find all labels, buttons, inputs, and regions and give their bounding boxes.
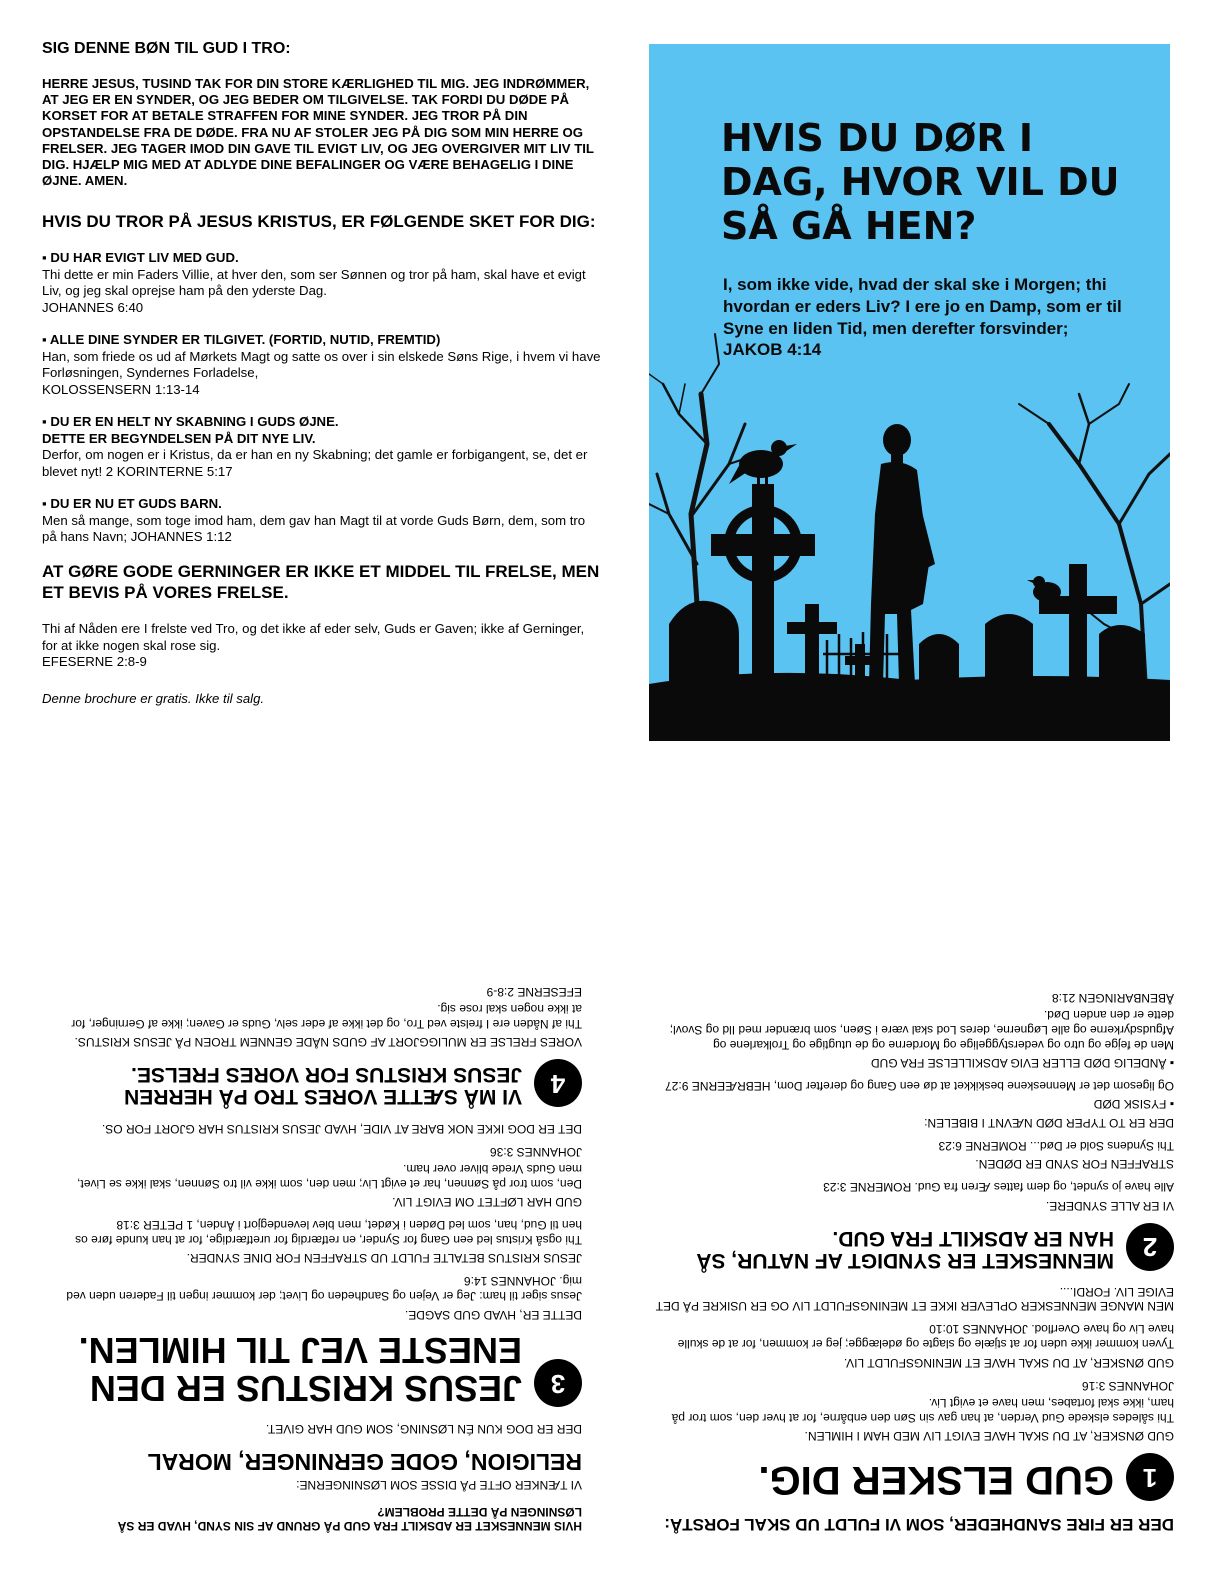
point-2-text: Og ligesom det er Menneskene beskikket at dø een Gang og derefter Dom, HEBRÆERNE 9:27 <box>665 1079 1174 1094</box>
works-verse <box>42 621 602 671</box>
point-1-subheading: GUD ØNSKER, AT DU SKAL HAVE EVIGT LIV MED HAM I HIMLEN. <box>804 1429 1174 1444</box>
point-2-title: MENNESKET ER SYNDIGT AF NATUR, SÅ HAN ER ADSKILT FRA GUD. <box>696 1226 1114 1272</box>
point-number-badge: 1 <box>1126 1453 1174 1501</box>
point-1-text: Tyven kommer ikke uden for at stjæle og slagte og ødelægge; jeg er kommen, for at de skulle have Liv og have Overflod. JOHANNES 10:10 <box>677 1322 1174 1352</box>
cover-panel <box>649 44 1170 741</box>
point-1-text: Thi således elskede Gud Verden, at han gav sin Søn den enbårne, for at hver den, som tror på ham, ikke skal fortabes, men have et evigt Liv. <box>671 1395 1174 1425</box>
cover-verse-text: I, som ikke vide, hvad der skal ske i Morgen; thi hvordan er eders Liv? I ere jo en Damp, som er til Syne en liden Tid, men derefter forsvinder; <box>723 275 1122 338</box>
point-1-title: GUD ELSKER DIG. <box>758 1458 1114 1503</box>
point-4-text: Thi af Nåden ere I frelste ved Tro, og det ikke af eder selv, Guds er Gaven; ikke af Gerninger, for at ikke nogen skal rose sig. <box>71 1001 582 1031</box>
prayer-title: SIG DENNE BØN TIL GUD I TRO: <box>42 40 291 57</box>
works-text: Thi af Nåden ere I frelste ved Tro, og det ikke af eder selv, Guds er Gaven; ikke af Gerninger, for at ikke nogen skal rose sig. <box>42 621 585 653</box>
fact-item <box>42 332 602 398</box>
point-number-badge: 3 <box>534 1359 582 1407</box>
cover-verse-reference: JAKOB 4:14 <box>723 340 822 360</box>
point-2-text: Men de fejge og utro og vederstyggelige og Morderne og de utugtige og Trolkarlene og Afgudsdyrkerne og alle Løgnerne, deres Lod skal være i Søen, som brænder med Ild og Svovl; dette er den anden Død. <box>669 1007 1174 1052</box>
fact-heading: ▪ DU HAR EVIGT LIV MED GUD. <box>42 250 239 266</box>
point-2-text: Alle have jo syndet, og dem fattes Æren fra Gud. ROMERNE 3:23 <box>823 1180 1174 1195</box>
fact-heading: ▪ ALLE DINE SYNDER ER TILGIVET. (FORTID, NUTID, FREMTID) <box>42 332 441 348</box>
point-3-text: Thi også Kristus led een Gang for Synder, en retfærdig for uretfærdige, for at han kunde føre os hen til Gud, han, som led Døden i Kødet, men blev levendegjort i Ånden, 1 PETER 3:18 <box>75 1217 582 1247</box>
one-solution: DER ER DOG KUN ÉN LØSNING, SOM GUD HAR GIVET. <box>265 1421 582 1436</box>
fact-text: Han, som friede os ud af Mørkets Magt og satte os over i sin elskede Søns Rige, i hvem vi have Forløsningen, Syndernes Forladelse, <box>42 348 601 381</box>
fact-item <box>42 414 602 480</box>
fact-heading: ▪ DU ER EN HELT NY SKABNING I GUDS ØJNE. <box>42 414 339 430</box>
point-3-text: Den, som tror på Sønnen, har et evigt Liv; men den, som ikke vil tro Sønnen, skal ikke se Livet, men Guds Vrede bliver over ham. <box>77 1161 582 1191</box>
fact-text: Men så mange, som toge imod ham, dem gav han Magt til at vorde Guds Børn, dem, som tro på hans Navn; JOHANNES 1:12 <box>42 512 586 545</box>
problem-question: HVIS MENNESKET ER ADSKILT FRA GUD PÅ GRUND AF SIN SYND, HVAD ER SÅ LØSNINGEN PÅ DETTE PROBLEM? <box>117 1504 582 1533</box>
point-4-title: VI MÅ SÆTTE VORES TRO PÅ HERREN JESUS KRISTUS FOR VORES FRELSE. <box>124 1063 522 1109</box>
point-2-subheading: VI ER ALLE SYNDERE. <box>1045 1198 1174 1213</box>
point-2-subheading: DER ER TO TYPER DØD NÆVNT I BIBELEN: <box>924 1115 1174 1130</box>
point-2-subheading: ▪ ÅNDELIG DØD ELLER EVIG ADSKILLELSE FRA GUD <box>870 1056 1174 1071</box>
point-3-subheading: DET ER DOG IKKE NOK BARE AT VIDE, HVAD JESUS KRISTUS HAR GJORT FOR OS. <box>101 1121 582 1136</box>
fact-reference: KOLOSSENSERN 1:13-14 <box>42 381 200 397</box>
point-3-subheading: DETTE ER, HVAD GUD SAGDE. <box>404 1307 582 1322</box>
point-3-title: JESUS KRISTUS ER DEN ENESTE VEJ TIL HIMLEN. <box>78 1330 522 1410</box>
cover-title: HVIS DU DØR I DAG, HVOR VIL DU SÅ GÅ HEN? <box>721 116 1120 249</box>
point-2-subheading: STRAFFEN FOR SYND ER DØDEN. <box>975 1157 1174 1172</box>
point-3-text: Jesus siger til ham: Jeg er Vejen og Sandheden og Livet; der kommer ingen til Faderen uden ved mig. JOHANNES 14:6 <box>66 1274 582 1304</box>
point-2 <box>654 1223 1174 1271</box>
fact-subheading: DETTE ER BEGYNDELSEN PÅ DIT NYE LIV. <box>42 430 316 446</box>
point-3-subheading: JESUS KRISTUS BETALTE FULDT UD STRAFFEN FOR DINE SYNDER. <box>186 1251 582 1266</box>
point-2-text: Thi Syndens Sold er Død... ROMERNE 6:23 <box>938 1138 1174 1153</box>
point-1 <box>654 1453 1174 1501</box>
point-3 <box>62 1332 582 1408</box>
point-4-reference: EFESERNE 2:8-9 <box>486 984 582 999</box>
free-note: Denne brochure er gratis. Ikke til salg. <box>42 690 265 706</box>
cover-verse <box>723 274 1123 361</box>
works-reference: EFESERNE 2:8-9 <box>42 654 147 670</box>
point-number-badge: 2 <box>1126 1223 1174 1271</box>
prayer-panel <box>42 40 602 706</box>
fact-item <box>42 250 602 316</box>
steps-1-2-panel <box>654 843 1174 1533</box>
point-1-reference: JOHANNES 3:16 <box>1081 1378 1174 1393</box>
point-3-subheading: GUD HAR LØFTET OM EVIGT LIV. <box>392 1194 582 1209</box>
point-2-reference: ÅBENBARINGEN 21:8 <box>1051 990 1174 1005</box>
fact-reference: JOHANNES 6:40 <box>42 299 144 315</box>
facts-title: HVIS DU TROR PÅ JESUS KRISTUS, ER FØLGENDE SKET FOR DIG: <box>42 211 596 231</box>
truths-intro: DER ER FIRE SANDHEDER, SOM VI FULDT UD SKAL FORSTÅ: <box>664 1515 1174 1534</box>
point-number-badge: 4 <box>534 1059 582 1107</box>
fact-heading: ▪ DU ER NU ET GUDS BARN. <box>42 496 222 512</box>
point-4 <box>62 1059 582 1107</box>
point-4-subheading: VORES FRELSE ER MULIGGJORT AF GUDS NÅDE GENNEM TROEN PÅ JESUS KRISTUS. <box>74 1035 582 1050</box>
fact-item <box>42 496 602 546</box>
prayer-text: HERRE JESUS, TUSIND TAK FOR DIN STORE KÆRLIGHED TIL MIG. JEG INDRØMMER, AT JEG ER EN SYNDER, OG JEG BEDER OM TILGIVELSE. TAK FORDI DU DØDE PÅ KORSET FOR AT BETALE STRAFFEN FOR MINE SYNDER. JEG TROR PÅ DIN OPSTANDELSE FRA DE DØDE. FRA NU AF STOLER JEG PÅ DIG SOM MIN HERRE OG FRELSER. JEG TAGER IMOD DIN GAVE TIL EVIGT LIV, OG JEG OVERGIVER MIT LIV TIL DIG. HJÆLP MIG MED AT ADLYDE DINE BEFALINGER OG VÆRE BEHAGELIG I DINE ØJNE. AMEN. <box>42 76 594 189</box>
works-title: AT GØRE GODE GERNINGER ER IKKE ET MIDDEL TIL FRELSE, MEN ET BEVIS PÅ VORES FRELSE. <box>42 561 600 602</box>
solutions-list: RELIGION, GODE GERNINGER, MORAL <box>147 1448 582 1475</box>
raven-left <box>729 440 797 486</box>
raven-right <box>1027 576 1061 602</box>
point-1-subheading: GUD ØNSKER, AT DU SKAL HAVE ET MENINGSFULDT LIV. <box>843 1355 1174 1370</box>
point-3-reference: JOHANNES 3:36 <box>489 1144 582 1159</box>
solutions-intro: VI TÆNKER OFTE PÅ DISSE SOM LØSNINGERNE: <box>296 1478 582 1493</box>
point-1-subheading: MEN MANGE MENNESKER OPLEVER IKKE ET MENINGSFULDT LIV OG ER USIKRE PÅ DET EVIGE LIV. FORDI.... <box>655 1284 1174 1314</box>
fact-text: Thi dette er min Faders Villie, at hver den, som ser Sønnen og tror på ham, skal have et evigt Liv, og jeg skal oprejse ham på den yderste Dag. <box>42 266 586 299</box>
point-2-subheading: ▪ FYSISK DØD <box>1093 1097 1174 1112</box>
fact-text: Derfor, om nogen er i Kristus, da er han en ny Skabning; det gamle er forbigangent, se, det er blevet nyt! 2 KORINTERNE 5:17 <box>42 447 588 479</box>
steps-3-4-panel <box>62 843 582 1533</box>
